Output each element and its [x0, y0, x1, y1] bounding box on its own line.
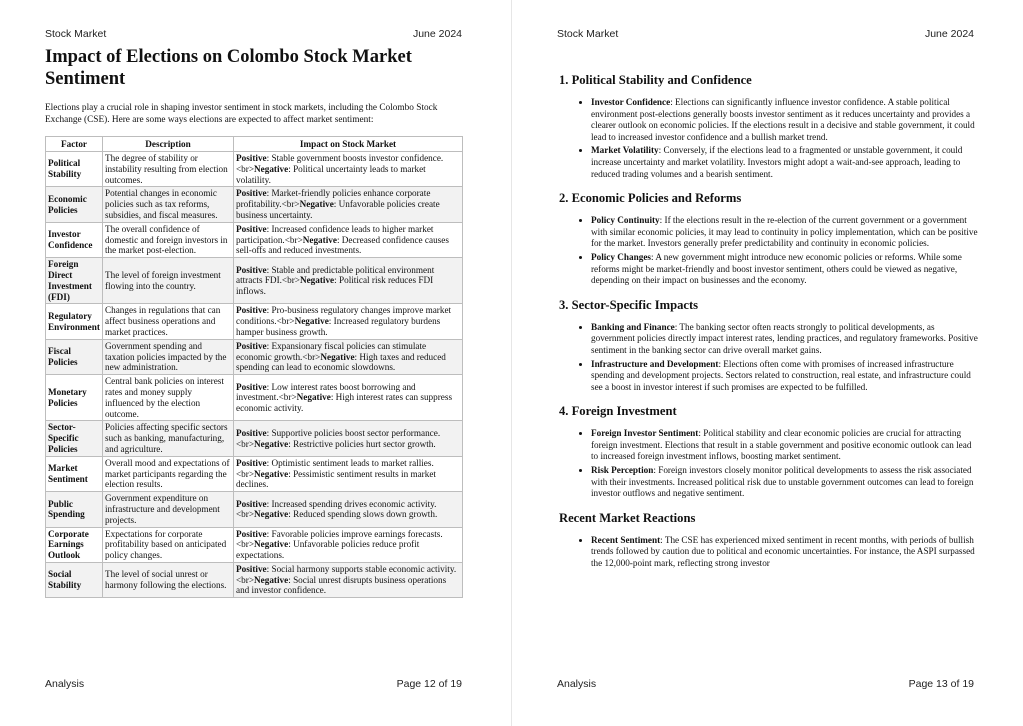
intro-paragraph: Elections play a crucial role in shaping investor sentiment in stock markets, including the Colombo Stock Exchange (CSE). Here are some ways elections are expected to affect market sentiment:: [45, 103, 438, 125]
impact-cell: [234, 421, 463, 456]
negative-text: : High taxes and reduced spending can lead to economic slowdowns.: [236, 351, 446, 373]
impact-cell: [234, 187, 463, 222]
section-heading: 1. Political Stability and Confidence: [559, 73, 752, 87]
factor-cell: Monetary Policies: [46, 375, 103, 421]
bullet-list: [559, 535, 979, 570]
positive-text: : Increased confidence leads to higher market participation.<br>: [236, 223, 434, 245]
bullet-text: : If the elections result in the re-election of the current government or a government with similar economic policies, it may lead to continuity in policy implementation, which can be positive for the market. Investors generally prefer predictability and continuity in economic policies.: [591, 215, 978, 249]
bullet-term: Foreign Investor Sentiment: [591, 428, 699, 439]
page-footer: [557, 678, 974, 690]
footer-left: Analysis: [45, 678, 85, 690]
bullet-term: Infrastructure and Development: [591, 358, 719, 369]
impact-cell: [234, 527, 463, 562]
bullet-text: : A new government might introduce new economic policies or reforms. While some reforms might be market-friendly and boost investor sentiment, others could be viewed as negative, depending on their impact on businesses and the economy.: [591, 251, 962, 286]
description-cell: Central bank policies on interest rates and money supply influenced by the election outcome.: [103, 375, 234, 421]
list-item: [591, 252, 979, 287]
negative-text: : Restrictive policies hurt sector growth.: [288, 438, 436, 449]
bullet-term: Policy Changes: [591, 251, 651, 262]
bullet-text: : Elections can significantly influence investor confidence. A stable political environment post-elections generally boosts investor sentiment as it reduces uncertainty and provides a clearer outlook on economic policies. If the elections result in a decisive and stable government, it could lead to increased investor confidence and a bullish market trend.: [591, 97, 975, 142]
negative-label: Negative: [254, 163, 289, 174]
list-item: [591, 535, 979, 570]
bullet-term: Banking and Finance: [591, 321, 675, 332]
positive-label: Positive: [236, 223, 267, 234]
page-number: Page 13 of 19: [908, 678, 974, 690]
list-item: [591, 359, 979, 394]
factor-cell: Political Stability: [46, 152, 103, 187]
positive-text: : Expansionary fiscal policies can stimulate economic growth.<br>: [236, 340, 427, 362]
description-cell: Policies affecting specific sectors such as banking, manufacturing, and agriculture.: [103, 421, 234, 456]
impact-cell: [234, 258, 463, 304]
bullet-list: [559, 322, 979, 394]
positive-label: Positive: [236, 305, 267, 316]
description-cell: The overall confidence of domestic and foreign investors in the market post-election.: [103, 222, 234, 257]
positive-label: Positive: [236, 381, 267, 392]
table-row: [46, 152, 463, 187]
negative-label: Negative: [296, 392, 331, 403]
page-content: [559, 72, 979, 580]
negative-text: : Pessimistic sentiment results in market declines.: [236, 468, 436, 490]
factor-cell: Investor Confidence: [46, 222, 103, 257]
negative-text: : High interest rates can suppress economic activity.: [236, 392, 453, 414]
positive-text: : Stable government boosts investor confidence.<br>: [236, 153, 444, 174]
negative-label: Negative: [254, 468, 289, 479]
section-heading: 3. Sector-Specific Impacts: [559, 297, 699, 312]
positive-label: Positive: [236, 498, 267, 509]
bullet-term: Policy Continuity: [591, 215, 660, 226]
column-header: Factor: [46, 137, 103, 152]
positive-label: Positive: [236, 340, 267, 351]
table-row: [46, 492, 463, 527]
bullet-list: [559, 428, 979, 500]
description-cell: The level of foreign investment flowing into the country.: [103, 258, 234, 304]
list-item: [591, 428, 979, 463]
bullet-list: [559, 215, 979, 287]
page-number: Page 12 of 19: [396, 678, 462, 690]
positive-text: : Market-friendly policies enhance corporate profitability.<br>: [236, 188, 431, 210]
description-cell: The degree of stability or instability resulting from election outcomes.: [103, 152, 234, 187]
list-item: [591, 97, 979, 143]
table-row: [46, 187, 463, 222]
table-row: [46, 456, 463, 491]
positive-label: Positive: [236, 153, 267, 163]
table-row: [46, 375, 463, 421]
impact-cell: [234, 562, 463, 597]
bullet-term: Investor Confidence: [591, 97, 671, 107]
negative-label: Negative: [299, 199, 334, 210]
impact-cell: [234, 339, 463, 374]
table-header-row: [46, 137, 463, 152]
factor-cell: Social Stability: [46, 562, 103, 597]
positive-text: : Favorable policies improve earnings forecasts.<br>: [236, 528, 443, 550]
list-item: [591, 145, 979, 180]
list-item: [591, 465, 979, 500]
positive-text: : Stable and predictable political environment attracts FDI.<br>: [236, 264, 435, 286]
bullet-term: Risk Perception: [591, 465, 654, 476]
page-13: [512, 0, 1023, 726]
negative-label: Negative: [299, 275, 335, 286]
header-right: June 2024: [412, 28, 462, 40]
negative-text: : Reduced spending slows down growth.: [288, 509, 438, 520]
positive-label: Positive: [236, 264, 267, 275]
positive-text: : Increased spending drives economic activity.<br>: [236, 498, 437, 520]
negative-text: : Unfavorable policies reduce profit expectations.: [236, 539, 420, 561]
positive-label: Positive: [236, 188, 267, 199]
negative-label: Negative: [254, 574, 289, 585]
description-cell: The level of social unrest or harmony following the elections.: [103, 562, 234, 597]
bullet-text: : Elections often come with promises of increased infrastructure spending and development projects. Sectors related to construction, real estate, and infrastructure could see a boost in investor interest if such promises are expected to be fulfilled.: [591, 358, 971, 392]
positive-text: : Supportive policies boost sector performance.<br>: [236, 427, 441, 449]
bullet-term: Recent Sentiment: [591, 534, 661, 545]
positive-text: : Optimistic sentiment leads to market rallies.<br>: [236, 457, 434, 479]
section-heading: 4. Foreign Investment: [559, 404, 677, 419]
description-cell: Expectations for corporate profitability based on anticipated policy changes.: [103, 527, 234, 562]
positive-label: Positive: [236, 563, 267, 574]
negative-label: Negative: [320, 351, 355, 362]
description-cell: Government spending and taxation policies impacted by the new administration.: [103, 339, 234, 374]
list-item: [591, 215, 979, 250]
header-left: Stock Market: [557, 28, 619, 40]
page-header: [45, 28, 462, 40]
negative-label: Negative: [254, 539, 289, 550]
table-row: [46, 304, 463, 339]
negative-text: : Increased regulatory burdens hamper business growth.: [236, 316, 441, 337]
positive-text: : Social harmony supports stable economic activity.<br>: [236, 563, 457, 585]
bullet-list: [559, 97, 979, 180]
table-row: [46, 562, 463, 597]
page-footer: [45, 678, 462, 690]
negative-text: : Decreased confidence causes sell-offs and reduced investments.: [236, 234, 449, 256]
factor-cell: Fiscal Policies: [46, 339, 103, 374]
description-cell: Changes in regulations that can affect business operations and market practices.: [103, 304, 234, 339]
description-cell: Government expenditure on infrastructure and development projects.: [103, 492, 234, 527]
negative-label: Negative: [302, 234, 337, 245]
positive-label: Positive: [236, 457, 267, 468]
list-item: [591, 322, 979, 357]
factor-cell: Economic Policies: [46, 187, 103, 222]
header-left: Stock Market: [45, 28, 107, 40]
negative-text: : Political risk reduces FDI inflows.: [236, 275, 434, 297]
table-row: [46, 222, 463, 257]
description-cell: Overall mood and expectations of market participants regarding the election results.: [103, 456, 234, 491]
negative-text: : Social unrest disrupts business operations and investor confidence.: [236, 574, 447, 596]
impact-cell: [234, 304, 463, 339]
bullet-text: : The CSE has experienced mixed sentiment in recent months, with periods of bullish trends followed by caution due to political and economic uncertainties. For instance, the ASPI surpassed the 12,000-point mark, reflecting strong investor: [591, 534, 975, 569]
table-row: [46, 258, 463, 304]
column-header: Description: [103, 137, 234, 152]
positive-text: : Low interest rates boost borrowing and investment.<br>: [236, 381, 416, 403]
impact-cell: [234, 456, 463, 491]
table-row: [46, 527, 463, 562]
page-content: [45, 46, 463, 598]
section-heading: Recent Market Reactions: [559, 510, 696, 525]
description-cell: Potential changes in economic policies such as tax reforms, subsidies, and fiscal measures.: [103, 187, 234, 222]
bullet-term: Market Volatility: [591, 145, 659, 156]
negative-text: : Unfavorable policies create business uncertainty.: [236, 199, 440, 220]
bullet-text: : Foreign investors closely monitor political developments to assess the risk associated with their investments. Increased political risk due to unstable government outcomes can lead to foreign investor outflows and negative sentiment.: [591, 465, 974, 499]
factor-cell: Market Sentiment: [46, 456, 103, 491]
positive-label: Positive: [236, 528, 267, 539]
table-row: [46, 421, 463, 456]
impact-cell: [234, 492, 463, 527]
factor-cell: Regulatory Environment: [46, 304, 103, 339]
impact-cell: [234, 152, 463, 187]
bullet-text: : The banking sector often reacts strongly to political developments, as government policies directly impact interest rates, lending practices, and regulatory frameworks. Positive sentiment in the banking sector can drive overall market gains.: [591, 321, 978, 355]
factor-cell: Sector-Specific Policies: [46, 421, 103, 456]
factor-cell: Foreign Direct Investment (FDI): [46, 258, 103, 304]
negative-label: Negative: [294, 316, 329, 327]
page-header: [557, 28, 974, 40]
header-right: June 2024: [924, 28, 974, 40]
table-body: [46, 152, 463, 598]
factor-cell: Corporate Earnings Outlook: [46, 527, 103, 562]
negative-label: Negative: [254, 509, 289, 520]
impact-cell: [234, 222, 463, 257]
page-12: [0, 0, 511, 726]
bullet-text: : Political stability and clear economic policies are crucial for attracting foreign investment. Elections that result in a stable government and positive economic outlook can lead to increased foreign investment inflows, boosting market sentiment.: [591, 428, 972, 462]
impact-cell: [234, 375, 463, 421]
positive-label: Positive: [236, 427, 267, 438]
bullet-text: : Conversely, if the elections lead to a fragmented or unstable government, it could increase uncertainty and market volatility. Investors might adopt a wait-and-see approach, leading to reduced trading volumes and a bearish sentiment.: [591, 145, 963, 179]
table-row: [46, 339, 463, 374]
negative-text: : Political uncertainty leads to market volatility.: [236, 163, 426, 185]
column-header: Impact on Stock Market: [234, 137, 463, 152]
positive-text: : Pro-business regulatory changes improve market conditions.<br>: [236, 305, 452, 327]
footer-left: Analysis: [557, 678, 597, 690]
section-heading: 2. Economic Policies and Reforms: [559, 191, 742, 206]
negative-label: Negative: [254, 438, 289, 449]
factors-table: [45, 136, 463, 598]
page-title: Impact of Elections on Colombo Stock Market Sentiment: [45, 47, 412, 89]
factor-cell: Public Spending: [46, 492, 103, 527]
